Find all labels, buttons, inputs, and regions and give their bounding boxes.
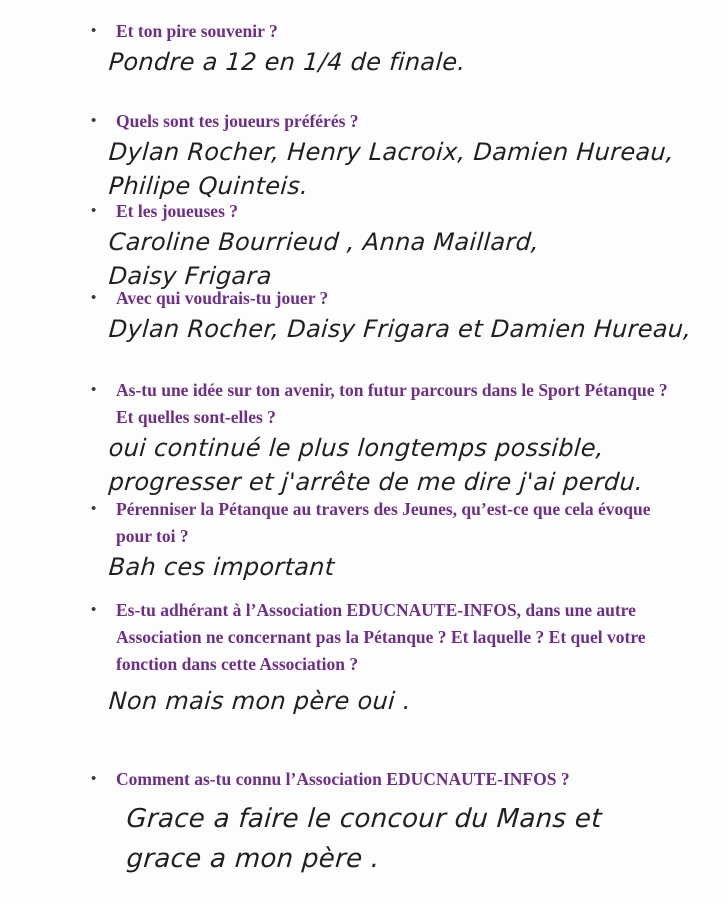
bullet: • xyxy=(91,501,97,517)
question-text: Comment as-tu connu l’Association EDUCNAUTE-INFOS ? xyxy=(116,769,570,789)
handwritten-answer: Grace a faire le concour du Mans et xyxy=(125,804,603,834)
question xyxy=(91,377,676,431)
handwritten-answer: Daisy Frigara xyxy=(107,262,273,290)
qa-item xyxy=(0,597,728,718)
handwritten-answer: progresser et j'arrête de me dire j'ai perdu. xyxy=(107,468,645,496)
handwritten-answer: Non mais mon père oui . xyxy=(107,687,413,715)
handwritten-answer: Dylan Rocher, Daisy Frigara et Damien Hureau, xyxy=(107,315,693,343)
handwritten-answer: Pondre a 12 en 1/4 de finale. xyxy=(107,48,467,76)
qa-item xyxy=(0,18,728,79)
bullet: • xyxy=(91,382,97,398)
question xyxy=(91,285,676,312)
question xyxy=(91,108,676,135)
qa-item xyxy=(0,198,728,293)
question xyxy=(91,496,676,550)
bullet: • xyxy=(91,290,97,306)
bullet: • xyxy=(91,602,97,618)
bullet: • xyxy=(91,23,97,39)
question xyxy=(91,766,676,793)
bullet: • xyxy=(91,771,97,787)
question-text: Quels sont tes joueurs préférés ? xyxy=(116,111,359,131)
handwritten-answer: Philipe Quinteis. xyxy=(107,172,310,200)
question-text: Pérenniser la Pétanque au travers des Jeunes, qu’est-ce que cela évoque pour toi ? xyxy=(116,499,651,546)
handwritten-answer: grace a mon père . xyxy=(125,844,381,874)
qa-item xyxy=(0,496,728,584)
handwritten-answer: oui continué le plus longtemps possible, xyxy=(107,434,605,462)
handwritten-answer: Bah ces important xyxy=(107,553,336,581)
qa-item xyxy=(0,285,728,346)
question-text: As-tu une idée sur ton avenir, ton futur parcours dans le Sport Pétanque ? Et quelles sont-elles ? xyxy=(116,380,668,427)
question xyxy=(91,597,676,678)
question xyxy=(91,18,676,45)
qa-item xyxy=(0,377,728,499)
question-text: Et les joueuses ? xyxy=(116,201,239,221)
handwritten-answer: Caroline Bourrieud , Anna Maillard, xyxy=(107,228,541,256)
question-text: Avec qui voudrais-tu jouer ? xyxy=(116,288,329,308)
question xyxy=(91,198,676,225)
bullet: • xyxy=(91,113,97,129)
bullet: • xyxy=(91,203,97,219)
qa-item xyxy=(0,766,728,879)
question-text: Et ton pire souvenir ? xyxy=(116,21,278,41)
handwritten-answer: Dylan Rocher, Henry Lacroix, Damien Hureau, xyxy=(107,138,676,166)
qa-item xyxy=(0,108,728,203)
question-text: Es-tu adhérant à l’Association EDUCNAUTE-INFOS, dans une autre Association ne concernant pas la Pétanque ? Et laquelle ? Et quel votre fonction dans cette Association ? xyxy=(116,600,646,674)
